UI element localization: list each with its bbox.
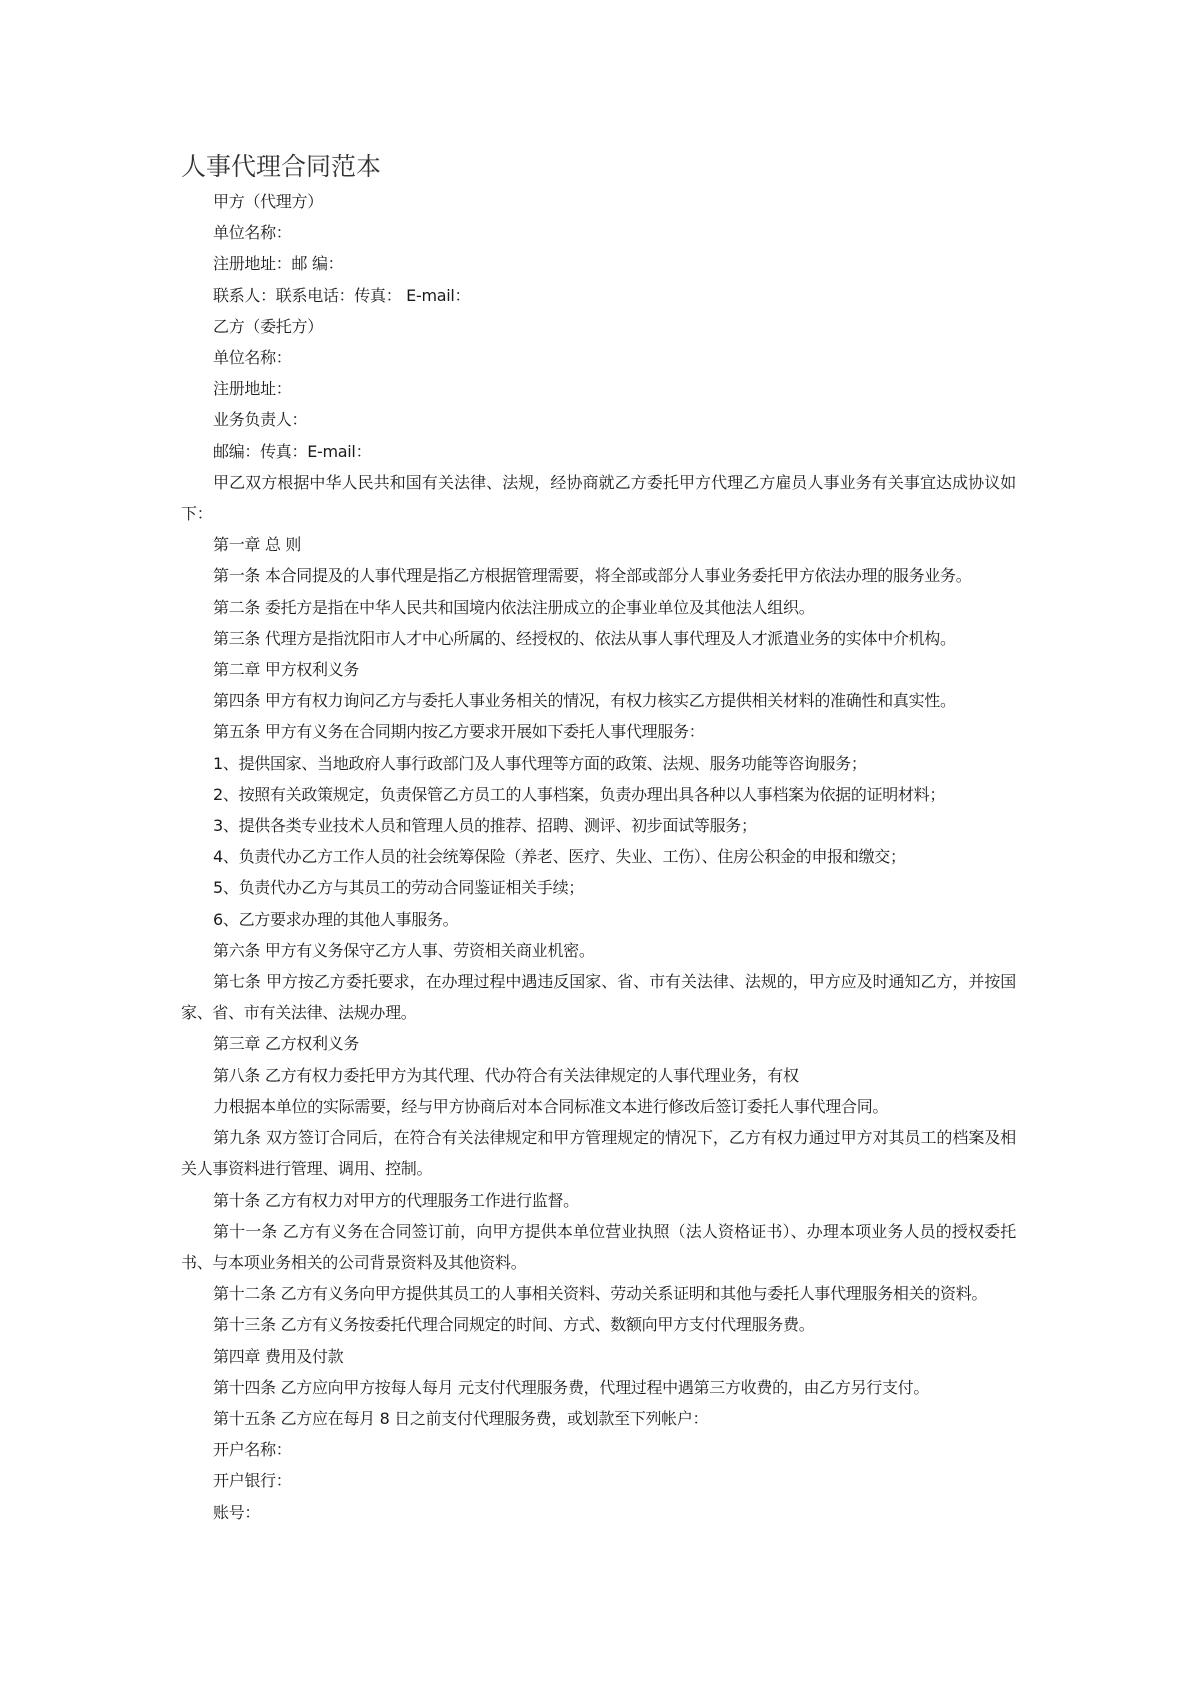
article-4: 第四条 甲方有权力询问乙方与委托人事业务相关的情况，有权力核实乙方提供相关材料的准确性和真实性。 (213, 691, 956, 711)
article-10: 第十条 乙方有权力对甲方的代理服务工作进行监督。 (213, 1190, 579, 1210)
article-9: 第九条 双方签订合同后，在符合有关法律规定和甲方管理规定的情况下，乙方有权力通过甲方对其员工的档案及相关人事资料进行管理、调用、控制。 (181, 1128, 1016, 1179)
party-b-unit-name: 单位名称： (213, 348, 292, 368)
chapter-4-title: 第四章 费用及付款 (213, 1346, 344, 1366)
article-8-line-1: 第八条 乙方有权力委托甲方为其代理、代办符合有关法律规定的人事代理业务，有权 (213, 1065, 799, 1085)
article-12: 第十二条 乙方有义务向甲方提供其员工的人事相关资料、劳动关系证明和其他与委托人事代理服务相关的资料。 (213, 1284, 988, 1304)
bank-field: 开户银行： (213, 1471, 292, 1491)
article-8-line-2: 力根据本单位的实际需要，经与甲方协商后对本合同标准文本进行修改后签订委托人事代理合同。 (213, 1096, 889, 1116)
article-3: 第三条 代理方是指沈阳市人才中心所属的、经授权的、依法从事人事代理及人才派遣业务的实体中介机构。 (213, 628, 956, 648)
article-14: 第十四条 乙方应向甲方按每人每月 元支付代理服务费，代理过程中遇第三方收费的，由乙方另行支付。 (213, 1377, 930, 1397)
article-6: 第六条 甲方有义务保守乙方人事、劳资相关商业机密。 (213, 940, 595, 960)
chapter-1-title: 第一章 总 则 (213, 535, 302, 555)
service-item: 3、提供各类专业技术人员和管理人员的推荐、招聘、测评、初步面试等服务； (213, 816, 757, 836)
service-item: 2、按照有关政策规定，负责保管乙方员工的人事档案，负责办理出具各种以人事档案为依据的证明材料； (213, 784, 946, 804)
party-a-contact: 联系人：联系电话：传真： E-mail： (213, 285, 471, 305)
party-b-address: 注册地址： (213, 379, 292, 399)
party-b-heading: 乙方（委托方） (213, 316, 323, 336)
party-a-heading: 甲方（代理方） (213, 192, 323, 211)
article-1: 第一条 本合同提及的人事代理是指乙方根据管理需要，将全部或部分人事业务委托甲方依法办理的服务业务。 (213, 566, 972, 586)
account-name-field: 开户名称： (213, 1440, 292, 1460)
chapter-3-title: 第三章 乙方权利义务 (213, 1034, 360, 1054)
article-11: 第十一条 乙方有义务在合同签订前，向甲方提供本单位营业执照（法人资格证书）、办理本项业务人员的授权委托书、与本项业务相关的公司背景资料及其他资料。 (181, 1221, 1016, 1272)
service-item: 5、负责代办乙方与其员工的劳动合同鉴证相关手续； (213, 878, 584, 898)
service-item: 4、负责代办乙方工作人员的社会统筹保险（养老、医疗、失业、工伤）、住房公积金的申报和缴交； (213, 847, 906, 867)
article-7: 第七条 甲方按乙方委托要求，在办理过程中遇违反国家、省、市有关法律、法规的，甲方应及时通知乙方，并按国家、省、市有关法律、法规办理。 (181, 972, 1016, 1023)
preamble-paragraph: 甲乙双方根据中华人民共和国有关法律、法规，经协商就乙方委托甲方代理乙方雇员人事业务有关事宜达成协议如下： (181, 472, 1016, 524)
service-item: 6、乙方要求办理的其他人事服务。 (213, 909, 459, 929)
document-title: 人事代理合同范本 (181, 152, 382, 181)
chapter-2-title: 第二章 甲方权利义务 (213, 660, 360, 680)
service-item: 1、提供国家、当地政府人事行政部门及人事代理等方面的政策、法规、服务功能等咨询服务； (213, 753, 867, 773)
party-a-address: 注册地址：邮 编： (213, 254, 344, 274)
party-a-unit-name: 单位名称： (213, 223, 292, 243)
document-page (181, 150, 1016, 1528)
account-number-field: 账号： (213, 1502, 261, 1522)
article-5: 第五条 甲方有义务在合同期内按乙方要求开展如下委托人事代理服务： (213, 722, 705, 742)
party-b-contact: 邮编：传真：E-mail： (213, 441, 372, 461)
article-2: 第二条 委托方是指在中华人民共和国境内依法注册成立的企事业单位及其他法人组织。 (213, 597, 815, 617)
article-13: 第十三条 乙方有义务按委托代理合同规定的时间、方式、数额向甲方支付代理服务费。 (213, 1315, 815, 1335)
party-b-manager: 业务负责人： (213, 410, 308, 430)
article-15: 第十五条 乙方应在每月 8 日之前支付代理服务费，或划款至下列帐户： (213, 1408, 709, 1428)
